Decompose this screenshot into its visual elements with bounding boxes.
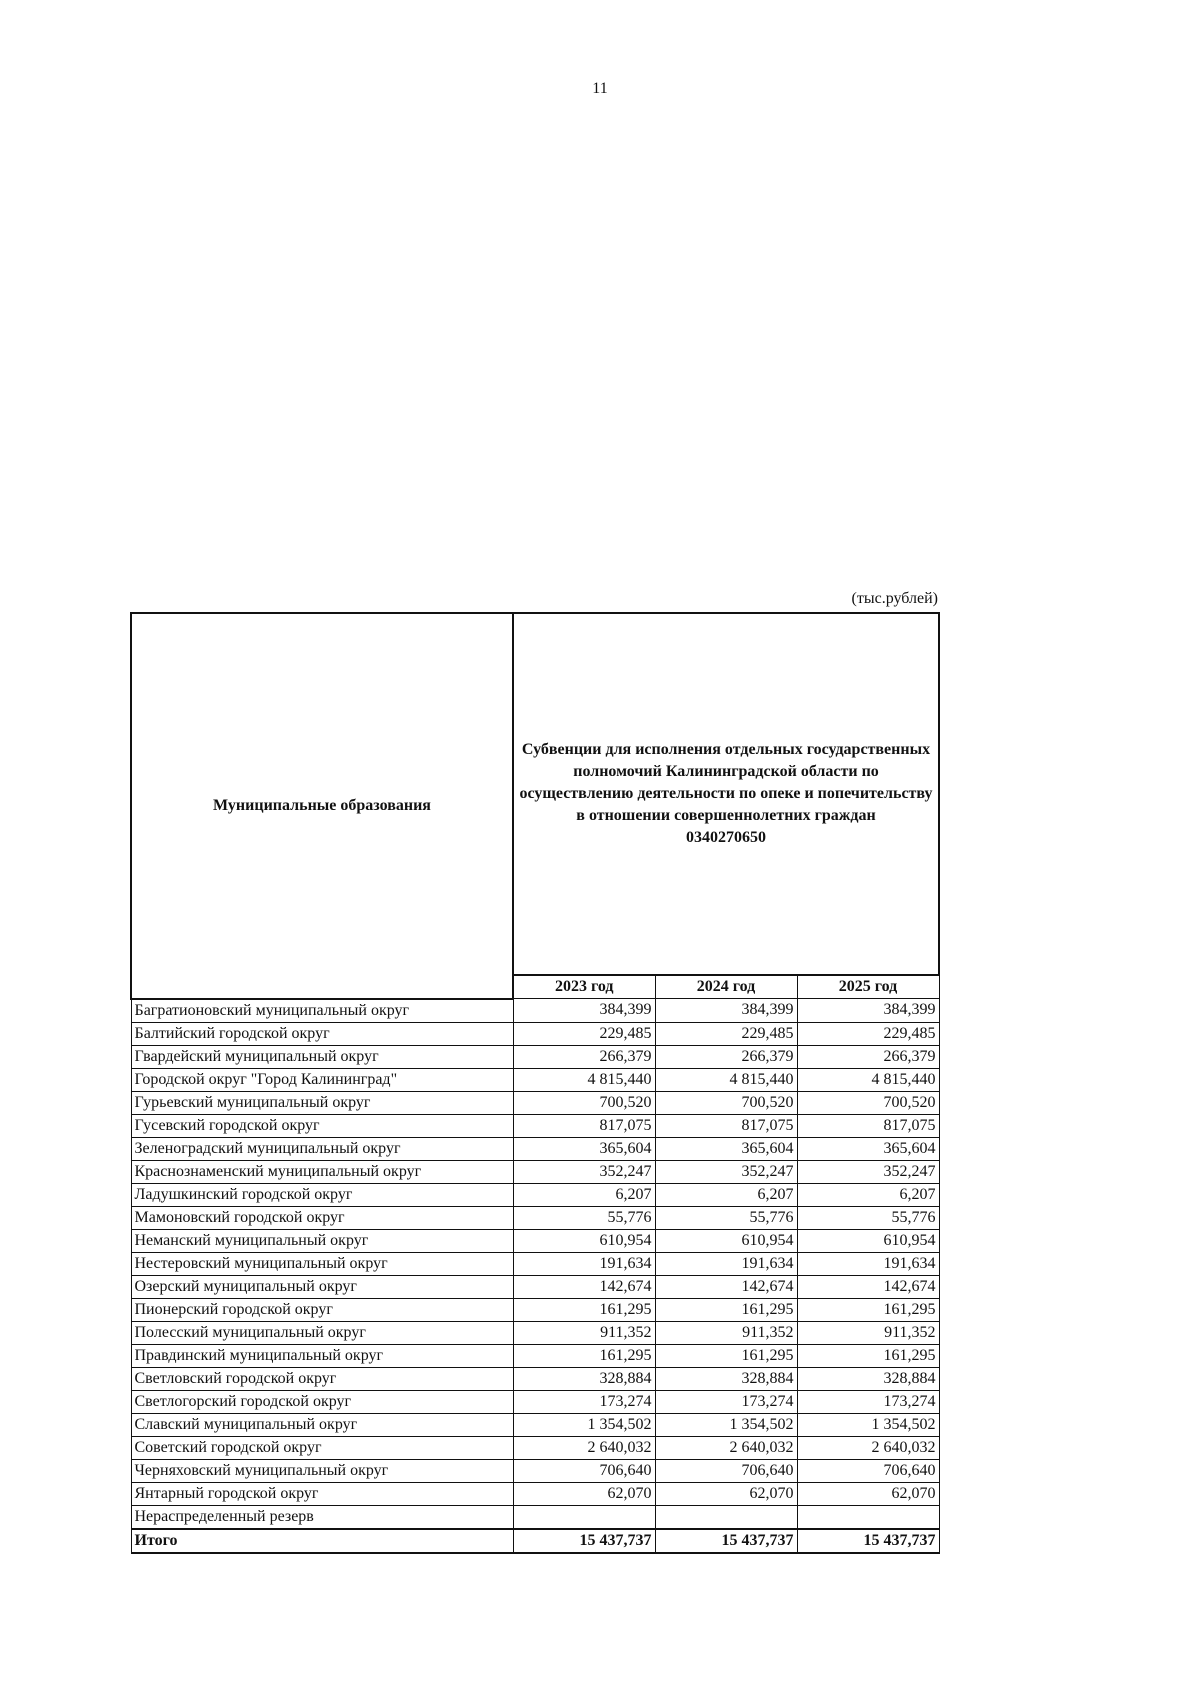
value-2023: 173,274: [513, 1390, 655, 1413]
value-2024: 700,520: [655, 1091, 797, 1114]
municipality-name: Полесский муниципальный округ: [131, 1321, 513, 1344]
table-row: [131, 1068, 939, 1091]
value-2025: 817,075: [797, 1114, 939, 1137]
subvention-table-container: [130, 612, 938, 1554]
value-2024: 266,379: [655, 1045, 797, 1068]
value-2025: 328,884: [797, 1367, 939, 1390]
value-2025: 610,954: [797, 1229, 939, 1252]
value-2024: 384,399: [655, 999, 797, 1023]
table-row: [131, 1229, 939, 1252]
municipality-name: Мамоновский городской округ: [131, 1206, 513, 1229]
value-2024: 6,207: [655, 1183, 797, 1206]
total-row: [131, 1529, 939, 1553]
value-2025: 191,634: [797, 1252, 939, 1275]
municipality-name: Советский городской округ: [131, 1436, 513, 1459]
table-row: [131, 1045, 939, 1068]
value-2024: 55,776: [655, 1206, 797, 1229]
value-2025: 911,352: [797, 1321, 939, 1344]
table-row: [131, 1275, 939, 1298]
total-label: Итого: [131, 1529, 513, 1553]
value-2023: 161,295: [513, 1298, 655, 1321]
value-2023: 328,884: [513, 1367, 655, 1390]
municipality-name: Зеленоградский муниципальный округ: [131, 1137, 513, 1160]
value-2025: 266,379: [797, 1045, 939, 1068]
value-2024: 610,954: [655, 1229, 797, 1252]
value-2023: 4 815,440: [513, 1068, 655, 1091]
value-2023: 6,207: [513, 1183, 655, 1206]
table-row: [131, 1459, 939, 1482]
value-2024: 161,295: [655, 1298, 797, 1321]
municipality-name: Городской округ "Город Калининград": [131, 1068, 513, 1091]
value-2025: 1 354,502: [797, 1413, 939, 1436]
value-2023: 142,674: [513, 1275, 655, 1298]
municipality-name: Балтийский городской округ: [131, 1022, 513, 1045]
value-2024: 2 640,032: [655, 1436, 797, 1459]
municipality-name: Гурьевский муниципальный округ: [131, 1091, 513, 1114]
value-2024: 229,485: [655, 1022, 797, 1045]
value-2025: 352,247: [797, 1160, 939, 1183]
value-2024: 1 354,502: [655, 1413, 797, 1436]
municipality-name: Неманский муниципальный округ: [131, 1229, 513, 1252]
municipality-name: Светловский городской округ: [131, 1367, 513, 1390]
header-row: [131, 613, 939, 975]
value-2023: 1 354,502: [513, 1413, 655, 1436]
total-value-2023: 15 437,737: [513, 1529, 655, 1553]
subvention-table: [130, 612, 940, 1554]
municipality-name: Правдинский муниципальный округ: [131, 1344, 513, 1367]
value-2023: 911,352: [513, 1321, 655, 1344]
municipality-name: Нераспределенный резерв: [131, 1505, 513, 1529]
value-2024: 817,075: [655, 1114, 797, 1137]
year-header-2024: 2024 год: [655, 975, 797, 999]
municipality-name: Ладушкинский городской округ: [131, 1183, 513, 1206]
value-2025: 229,485: [797, 1022, 939, 1045]
total-value-2025: 15 437,737: [797, 1529, 939, 1553]
value-2025: 6,207: [797, 1183, 939, 1206]
value-2024: 365,604: [655, 1137, 797, 1160]
value-2025: 142,674: [797, 1275, 939, 1298]
value-2025: 173,274: [797, 1390, 939, 1413]
value-2024: 173,274: [655, 1390, 797, 1413]
subvention-title: Субвенции для исполнения отдельных государственных полномочий Калининградской области по осуществлению деятельности по опеке и попечительству в отношении совершеннолетних граждан: [519, 741, 933, 824]
value-2025: 4 815,440: [797, 1068, 939, 1091]
table-body: [131, 999, 939, 1529]
units-label: (тыс.рублей): [851, 590, 938, 607]
municipality-name: Пионерский городской округ: [131, 1298, 513, 1321]
subvention-column-header: [513, 613, 939, 975]
value-2023: 706,640: [513, 1459, 655, 1482]
table-row: [131, 1321, 939, 1344]
value-2023: 55,776: [513, 1206, 655, 1229]
value-2023: 352,247: [513, 1160, 655, 1183]
value-2025: 62,070: [797, 1482, 939, 1505]
value-2023: 610,954: [513, 1229, 655, 1252]
value-2025: [797, 1505, 939, 1529]
value-2023: 229,485: [513, 1022, 655, 1045]
subvention-code: 0340270650: [686, 829, 766, 846]
total-value-2024: 15 437,737: [655, 1529, 797, 1553]
municipality-name: Озерский муниципальный округ: [131, 1275, 513, 1298]
table-row: [131, 1160, 939, 1183]
value-2024: 911,352: [655, 1321, 797, 1344]
value-2025: 55,776: [797, 1206, 939, 1229]
page-number: 11: [592, 80, 608, 97]
table-row: [131, 1091, 939, 1114]
municipality-name: Краснознаменский муниципальный округ: [131, 1160, 513, 1183]
value-2024: 706,640: [655, 1459, 797, 1482]
value-2025: 2 640,032: [797, 1436, 939, 1459]
table-row: [131, 1114, 939, 1137]
municipality-name: Гусевский городской округ: [131, 1114, 513, 1137]
value-2024: 191,634: [655, 1252, 797, 1275]
table-row: [131, 1413, 939, 1436]
table-row: [131, 1137, 939, 1160]
value-2023: 2 640,032: [513, 1436, 655, 1459]
value-2024: 161,295: [655, 1344, 797, 1367]
value-2023: 384,399: [513, 999, 655, 1023]
value-2024: 142,674: [655, 1275, 797, 1298]
table-row: [131, 1505, 939, 1529]
municipality-name: Багратионовский муниципальный округ: [131, 999, 513, 1023]
value-2025: 161,295: [797, 1344, 939, 1367]
municipality-name: Нестеровский муниципальный округ: [131, 1252, 513, 1275]
value-2023: 365,604: [513, 1137, 655, 1160]
value-2024: 4 815,440: [655, 1068, 797, 1091]
table-row: [131, 1206, 939, 1229]
table-row: [131, 1183, 939, 1206]
value-2023: [513, 1505, 655, 1529]
value-2025: 161,295: [797, 1298, 939, 1321]
value-2024: 328,884: [655, 1367, 797, 1390]
value-2023: 266,379: [513, 1045, 655, 1068]
table-row: [131, 1367, 939, 1390]
value-2023: 191,634: [513, 1252, 655, 1275]
municipality-column-header: Муниципальные образования: [131, 613, 513, 999]
value-2023: 817,075: [513, 1114, 655, 1137]
value-2023: 700,520: [513, 1091, 655, 1114]
value-2025: 706,640: [797, 1459, 939, 1482]
table-row: [131, 1252, 939, 1275]
value-2024: 62,070: [655, 1482, 797, 1505]
table-row: [131, 1390, 939, 1413]
municipality-name: Черняховский муниципальный округ: [131, 1459, 513, 1482]
table-row: [131, 1344, 939, 1367]
value-2024: [655, 1505, 797, 1529]
municipality-name: Янтарный городской округ: [131, 1482, 513, 1505]
municipality-name: Гвардейский муниципальный округ: [131, 1045, 513, 1068]
year-header-2023: 2023 год: [513, 975, 655, 999]
value-2023: 62,070: [513, 1482, 655, 1505]
table-row: [131, 1022, 939, 1045]
value-2025: 365,604: [797, 1137, 939, 1160]
table-row: [131, 1298, 939, 1321]
table-row: [131, 1436, 939, 1459]
value-2024: 352,247: [655, 1160, 797, 1183]
value-2023: 161,295: [513, 1344, 655, 1367]
table-row: [131, 999, 939, 1023]
municipality-name: Светлогорский городской округ: [131, 1390, 513, 1413]
year-header-2025: 2025 год: [797, 975, 939, 999]
value-2025: 384,399: [797, 999, 939, 1023]
value-2025: 700,520: [797, 1091, 939, 1114]
municipality-name: Славский муниципальный округ: [131, 1413, 513, 1436]
table-row: [131, 1482, 939, 1505]
